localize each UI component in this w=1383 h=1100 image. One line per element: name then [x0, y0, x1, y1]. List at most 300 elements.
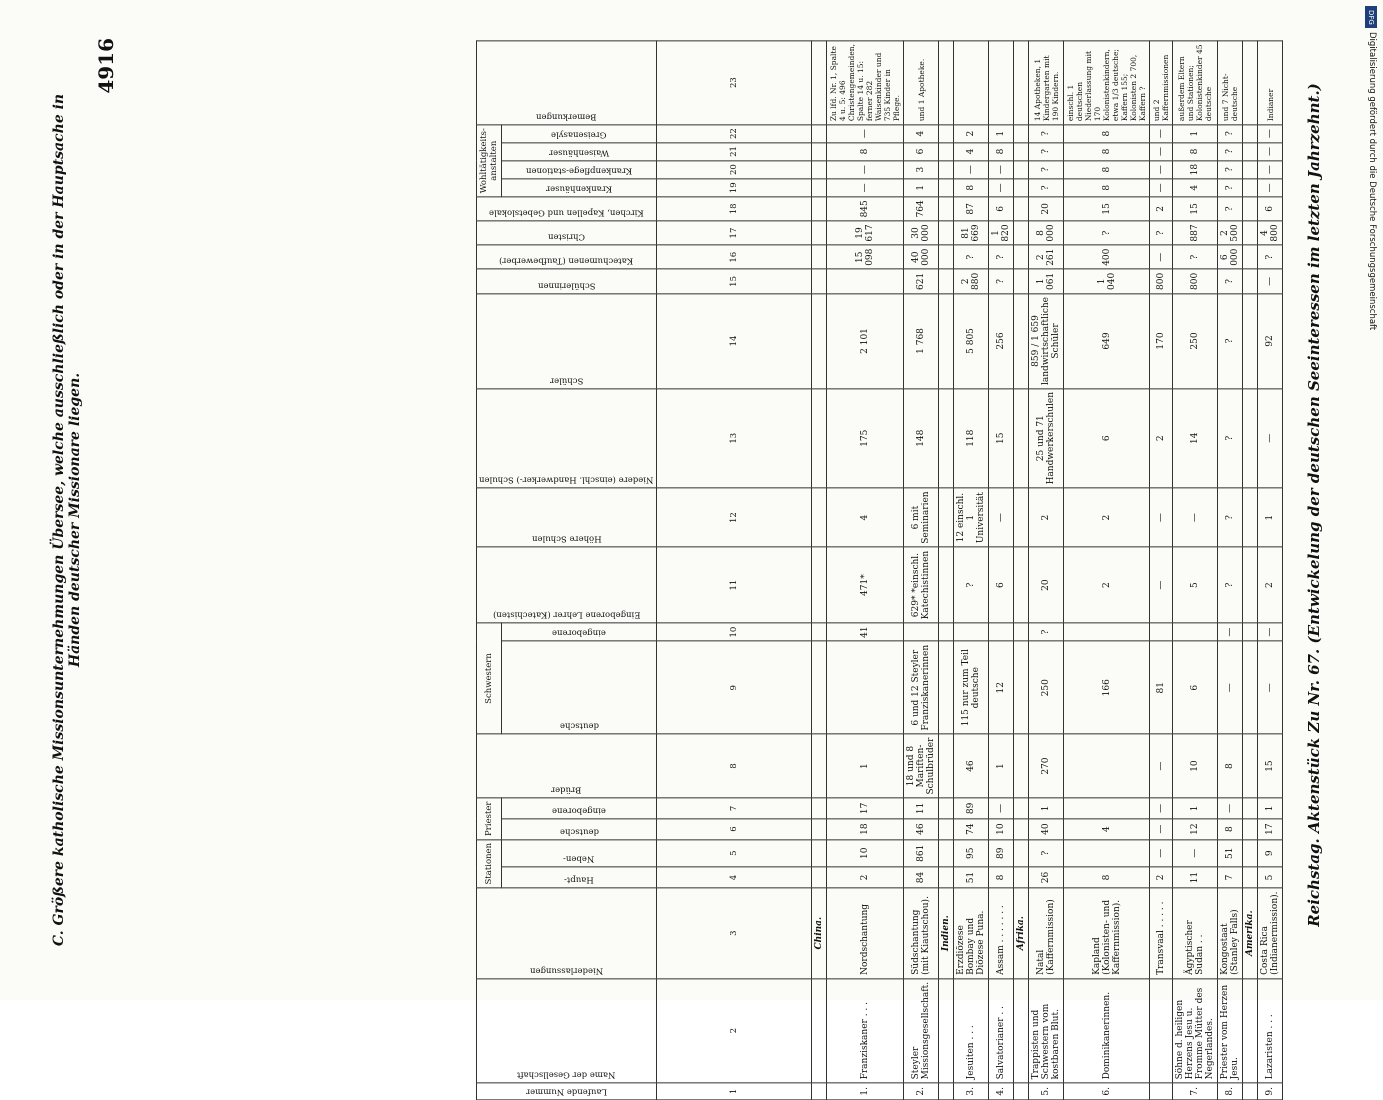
region-row [812, 41, 827, 1100]
table-cell-c11: ? [1218, 547, 1243, 623]
table-row [904, 41, 939, 1100]
table-cell-c19: — [989, 179, 1014, 197]
table-cell-c14: 859 / 1 659 landwirtschaftliche Schüler [1029, 293, 1064, 388]
table-cell-c7: 89 [954, 798, 989, 819]
table-cell-c19: ? [1029, 179, 1064, 197]
table-cell-c20: 18 [1173, 160, 1218, 178]
table-cell-c6: 8 [1218, 819, 1243, 840]
table-cell-c16: 6 000 [1218, 245, 1243, 269]
column-number: 15 [657, 269, 812, 293]
table-cell-c10: 41 [827, 623, 904, 641]
table-cell-c10 [904, 623, 939, 641]
table-cell-c5: — [1173, 839, 1218, 867]
table-cell-c13: 2 [1150, 388, 1173, 487]
table-row [1173, 41, 1218, 1100]
table-row [954, 41, 989, 1100]
table-cell-c6: 4 [1064, 819, 1150, 840]
col-header-priester-deutsche: deutsche [502, 819, 657, 840]
table-cell-c21: — [1258, 143, 1283, 161]
table-cell-c8: 1 [989, 734, 1014, 798]
table-cell-name: Lazaristen . . . [1258, 978, 1283, 1082]
table-cell-c11: — [1150, 547, 1173, 623]
table-cell-c15: 621 [904, 269, 939, 293]
column-number: 4 [657, 867, 812, 888]
column-number: 7 [657, 798, 812, 819]
table-cell-c17: 2 500 [1218, 221, 1243, 245]
table-cell-c18: ? [1218, 197, 1243, 221]
table-cell-c17: 887 [1173, 221, 1218, 245]
table-cell-c17: ? [1150, 221, 1173, 245]
table-cell-c21: ? [1218, 143, 1243, 161]
table-cell-c8: 18 und 8 Mariften-Schulbrüder [904, 734, 939, 798]
table-cell-c11: 629* *einschl. Katechistinnen [904, 547, 939, 623]
table-cell-n: 5. [1029, 1083, 1064, 1100]
table-cell-c6: — [1150, 819, 1173, 840]
table-cell-c11: ? [954, 547, 989, 623]
table-cell-c13: 25 und 71 Handwerkerschulen [1029, 388, 1064, 487]
table-cell-c12: 2 [1064, 488, 1150, 547]
col-header-brueder: Brüder [477, 734, 657, 798]
table-cell-n: 1. [827, 1083, 904, 1100]
region-row [1014, 41, 1029, 1100]
column-number: 21 [657, 143, 812, 161]
table-row [1218, 41, 1243, 1100]
col-group-wohltaetigkeit: Wohltätigkeits-anstalten [477, 125, 502, 197]
table-row [1029, 41, 1064, 1100]
table-cell-c9: 6 und 12 Steyler Franziskanerinnen [904, 641, 939, 734]
col-header-kirchen: Kirchen, Kapellen und Gebetslokale [477, 197, 657, 221]
table-cell-c10 [989, 623, 1014, 641]
column-number: 8 [657, 734, 812, 798]
table-cell-n: 9. [1258, 1083, 1283, 1100]
table-cell-c14: 250 [1173, 293, 1218, 388]
table-cell-c5: 861 [904, 839, 939, 867]
table-cell-c19: 8 [1064, 179, 1150, 197]
table-cell-c9 [827, 641, 904, 734]
table-cell-c13: 14 [1173, 388, 1218, 487]
table-cell-c4: 84 [904, 867, 939, 888]
table-cell-rem: und 7 Nicht-deutsche [1218, 41, 1243, 125]
table-cell-c4: 51 [954, 867, 989, 888]
table-cell-c15: ? [989, 269, 1014, 293]
table-cell-c18: 845 [827, 197, 904, 221]
col-header-bemerkungen: Bemerkungen [477, 41, 657, 125]
table-cell-c8: — [1150, 734, 1173, 798]
table-cell-c18: 87 [954, 197, 989, 221]
table-cell-c9: 81 [1150, 641, 1173, 734]
column-number: 13 [657, 388, 812, 487]
table-cell-c15: — [1258, 269, 1283, 293]
table-cell-c7: 1 [1258, 798, 1283, 819]
table-cell-rem: und 1 Apotheke. [904, 41, 939, 125]
table-cell-c19: ? [1218, 179, 1243, 197]
table-cell-c18: 764 [904, 197, 939, 221]
table-cell-c19: — [1150, 179, 1173, 197]
table-cell-c17: 81 669 [954, 221, 989, 245]
table-cell-c4: 26 [1029, 867, 1064, 888]
column-number: 19 [657, 179, 812, 197]
table-cell-c19: 4 [1173, 179, 1218, 197]
table-cell-c12: 12 einschl. 1 Universität [954, 488, 989, 547]
column-number: 12 [657, 488, 812, 547]
table-cell-c20: — [1150, 160, 1173, 178]
column-number: 9 [657, 641, 812, 734]
table-cell-c19: — [827, 179, 904, 197]
table-cell-c21: 4 [954, 143, 989, 161]
table-cell-c21: 8 [1173, 143, 1218, 161]
table-cell-c12: ? [1218, 488, 1243, 547]
region-label: China. [812, 888, 827, 978]
table-cell-c6: 18 [827, 819, 904, 840]
table-cell-c12: 2 [1029, 488, 1064, 547]
table-cell-c13: 118 [954, 388, 989, 487]
table-cell-c7 [1064, 798, 1150, 819]
table-cell-c14: 170 [1150, 293, 1173, 388]
table-cell-name [1150, 978, 1173, 1082]
table-cell-c6: 10 [989, 819, 1014, 840]
table-cell-c8: 15 [1258, 734, 1283, 798]
column-number: 3 [657, 888, 812, 978]
table-cell-c7: — [1150, 798, 1173, 819]
table-cell-c15: ? [1218, 269, 1243, 293]
table-cell-c8: 8 [1218, 734, 1243, 798]
table-cell-rem: Zu lfd. Nr. 1, Spalte 4 u. 5: 496 Christengemeinden, Spalte 14 u. 15: ferner 282 Waisenkinder und 735 Kinder in Pflege. [827, 41, 904, 125]
table-cell-c5: ? [1029, 839, 1064, 867]
column-number: 22 [657, 125, 812, 143]
table-cell-c11: 2 [1064, 547, 1150, 623]
table-cell-place: Kapland (Kolonisten- und Kaffernmission). [1064, 888, 1150, 978]
column-number: 14 [657, 293, 812, 388]
table-cell-c18: 6 [989, 197, 1014, 221]
table-cell-c11: 471* [827, 547, 904, 623]
table-cell-c9: 115 nur zum Teil deutsche [954, 641, 989, 734]
col-header-haupt: Haupt- [502, 867, 657, 888]
table-cell-place: Ägyptischer Sudan . . [1173, 888, 1218, 978]
table-cell-c11: 20 [1029, 547, 1064, 623]
table-cell-c10 [1150, 623, 1173, 641]
section-title: C. Größere katholische Missionsunternehmungen Übersee, welche ausschließlich oder in der Hauptsache in Händen deutscher Missionare liegen. [51, 93, 83, 947]
table-cell-c13: 15 [989, 388, 1014, 487]
table-cell-place: Nordschantung [827, 888, 904, 978]
table-row [989, 41, 1014, 1100]
table-cell-c4: 8 [989, 867, 1014, 888]
table-cell-c5: 9 [1258, 839, 1283, 867]
table-cell-c4: 2 [827, 867, 904, 888]
table-cell-c21: ? [1029, 143, 1064, 161]
table-cell-rem [954, 41, 989, 125]
mission-table [476, 40, 1283, 1100]
table-cell-c16: 2 261 [1029, 245, 1064, 269]
table-cell-c4: 5 [1258, 867, 1283, 888]
table-body [812, 41, 1283, 1100]
table-cell-rem: und 2 Kaffernmissionen [1150, 41, 1173, 125]
table-cell-c20: ? [1029, 160, 1064, 178]
table-cell-c16: ? [954, 245, 989, 269]
table-cell-c22: — [1150, 125, 1173, 143]
table-cell-c6: 17 [1258, 819, 1283, 840]
table-cell-n: 8. [1218, 1083, 1243, 1100]
table-cell-c20: — [989, 160, 1014, 178]
table-cell-c11: 6 [989, 547, 1014, 623]
col-header-krankenhaeuser: Krankenhäuser [502, 179, 657, 197]
table-cell-c17: 30 000 [904, 221, 939, 245]
column-number: 1 [657, 1083, 812, 1100]
table-cell-c10: ? [1029, 623, 1064, 641]
table-cell-place: Natal (Kaffernmission) [1029, 888, 1064, 978]
table-cell-place: Costa Rica (Indianermission). [1258, 888, 1283, 978]
table-cell-c16: 40 000 [904, 245, 939, 269]
table-cell-c7: 1 [1173, 798, 1218, 819]
column-number: 23 [657, 41, 812, 125]
table-cell-c22: — [1258, 125, 1283, 143]
table-cell-c5: 89 [989, 839, 1014, 867]
table-cell-n: 4. [989, 1083, 1014, 1100]
table-cell-place: Transvaal . . . . . [1150, 888, 1173, 978]
table-cell-c9: 250 [1029, 641, 1064, 734]
table-cell-c10: — [1258, 623, 1283, 641]
table-cell-c6: 40 [1029, 819, 1064, 840]
table-cell-place: Südschantung (mit Kiautschou). [904, 888, 939, 978]
dfg-credit-strip [1365, 6, 1377, 996]
col-header-krankenpflege: Krankenpflege-stationen [502, 160, 657, 178]
table-cell-c7: — [989, 798, 1014, 819]
region-label: Amerika. [1243, 888, 1258, 978]
col-header-niederlassungen: Niederlassungen [477, 888, 657, 978]
column-number: 6 [657, 819, 812, 840]
table-cell-c18: 20 [1029, 197, 1064, 221]
table-cell-c9: — [1218, 641, 1243, 734]
table-cell-name: Priester vom Herzen Jesu. [1218, 978, 1243, 1082]
table-cell-c6: 74 [954, 819, 989, 840]
table-cell-c22: — [827, 125, 904, 143]
table-cell-c9: 6 [1173, 641, 1218, 734]
table-cell-name: Jesuiten . . . [954, 978, 989, 1082]
table-row [1150, 41, 1173, 1100]
table-cell-c21: 8 [989, 143, 1014, 161]
table-cell-c15: 800 [1173, 269, 1218, 293]
table-cell-c6: 12 [1173, 819, 1218, 840]
table-row [827, 41, 904, 1100]
table-cell-rem: außerdem Eltern und Stationen; Kolonistenkinder 45 deutsche [1173, 41, 1218, 125]
col-header-greisenasyle: Greisenasyle [502, 125, 657, 143]
column-number: 18 [657, 197, 812, 221]
col-group-priester: Priester [477, 798, 502, 839]
table-cell-c18: 15 [1064, 197, 1150, 221]
table-cell-c15: 800 [1150, 269, 1173, 293]
table-cell-c12: — [1150, 488, 1173, 547]
col-header-neben: Neben- [502, 839, 657, 867]
dfg-logo-icon: DFG [1365, 6, 1377, 28]
table-cell-c9: 166 [1064, 641, 1150, 734]
column-number: 16 [657, 245, 812, 269]
table-cell-c22: ? [1218, 125, 1243, 143]
table-cell-c19: 1 [904, 179, 939, 197]
table-cell-name: Söhne d. heiligen Herzens Jesu u. Fromme Mütter des Negerlandes. [1173, 978, 1218, 1082]
column-number: 2 [657, 978, 812, 1082]
page-number: 4916 [94, 38, 118, 94]
table-cell-c12: 1 [1258, 488, 1283, 547]
table-cell-c15: 1 061 [1029, 269, 1064, 293]
table-cell-c22: ? [1029, 125, 1064, 143]
table-cell-c13: 148 [904, 388, 939, 487]
table-cell-c13: 6 [1064, 388, 1150, 487]
table-cell-c20: 8 [1064, 160, 1150, 178]
table-cell-c21: 8 [827, 143, 904, 161]
table-cell-rem: 14 Apotheken, 1 Kindergarten mit 190 Kindern. [1029, 41, 1064, 125]
table-cell-c4: 2 [1150, 867, 1173, 888]
table-cell-c21: 8 [1064, 143, 1150, 161]
table-cell-n [1150, 1083, 1173, 1100]
col-group-schwestern: Schwestern [477, 623, 502, 734]
column-number: 17 [657, 221, 812, 245]
table-cell-c4: 8 [1064, 867, 1150, 888]
table-cell-c7: 1 [1029, 798, 1064, 819]
column-number: 5 [657, 839, 812, 867]
table-cell-c17: ? [1064, 221, 1150, 245]
col-header-waisenhaeuser: Waisenhäuser [502, 143, 657, 161]
table-cell-c14: ? [1218, 293, 1243, 388]
table-cell-place: Erzdiözese Bombay und Diözese Puna. [954, 888, 989, 978]
region-label: Afrika. [1014, 888, 1029, 978]
table-cell-c12: — [1173, 488, 1218, 547]
table-cell-c5 [1064, 839, 1150, 867]
table-cell-c17: 19 617 [827, 221, 904, 245]
table-cell-c22: 4 [904, 125, 939, 143]
col-header-schuelerinnen: Schülerinnen [477, 269, 657, 293]
table-cell-c22: 2 [954, 125, 989, 143]
running-head: Reichstag. Aktenstück Zu Nr. 67. (Entwickelung der deutschen Seeinteressen im letzten Jahrzehnt.) [1305, 83, 1323, 927]
table-cell-c15 [827, 269, 904, 293]
table-cell-name: Salvatorianer . . [989, 978, 1014, 1082]
table-cell-c22: 8 [1064, 125, 1150, 143]
table-cell-c12: 6 mit Seminarien [904, 488, 939, 547]
table-cell-c7: 11 [904, 798, 939, 819]
table-row [1064, 41, 1150, 1100]
table-cell-c4: 7 [1218, 867, 1243, 888]
table-cell-c20: — [954, 160, 989, 178]
column-number: 10 [657, 623, 812, 641]
table-cell-c5: 10 [827, 839, 904, 867]
table-cell-c14: 5 805 [954, 293, 989, 388]
table-cell-c12: — [989, 488, 1014, 547]
dfg-credit-text: Digitalisierung gefördert durch die Deutsche Forschungsgemeinschaft [1367, 32, 1377, 331]
table-cell-rem: einschl. 1 deutschen Niederlassung mit 170 Kolonistenkindern, etwa 1/3 deutsche; Kaffern 155; Kolonisten 2 700, Kaffern ? [1064, 41, 1150, 125]
table-cell-rem [989, 41, 1014, 125]
table-cell-c8: 10 [1173, 734, 1218, 798]
col-header-niedere-schulen: Niedere (einschl. Handwerker-) Schulen [477, 388, 657, 487]
table-cell-c14: 649 [1064, 293, 1150, 388]
table-cell-c15: 1 040 [1064, 269, 1150, 293]
table-cell-c9: 12 [989, 641, 1014, 734]
table-cell-c9: — [1258, 641, 1283, 734]
table-cell-c11: 2 [1258, 547, 1283, 623]
column-number: 20 [657, 160, 812, 178]
table-cell-c8: 270 [1029, 734, 1064, 798]
column-number-row [657, 41, 812, 1100]
table-cell-c10 [954, 623, 989, 641]
table-cell-c14: 1 768 [904, 293, 939, 388]
col-header-hoehere-schulen: Höhere Schulen [477, 488, 657, 547]
col-header-lehrer: Eingeborene Lehrer (Katechisten) [477, 547, 657, 623]
table-cell-c20: 3 [904, 160, 939, 178]
col-header-schueler: Schüler [477, 293, 657, 388]
table-cell-c19: — [1258, 179, 1283, 197]
col-header-laufende-nummer: Laufende Nummer [477, 1083, 657, 1100]
table-cell-c16: — [1150, 245, 1173, 269]
table-cell-c16: ? [1258, 245, 1283, 269]
region-row [939, 41, 954, 1100]
table-cell-c4: 11 [1173, 867, 1218, 888]
table-cell-c14: 256 [989, 293, 1014, 388]
table-cell-c16: ? [989, 245, 1014, 269]
table-cell-place: Assam . . . . . . . [989, 888, 1014, 978]
table-cell-c20: — [827, 160, 904, 178]
col-header-schwestern-deutsche: deutsche [502, 641, 657, 734]
table-row [1258, 41, 1283, 1100]
table-cell-n: 7. [1173, 1083, 1218, 1100]
table-cell-c6: 46 [904, 819, 939, 840]
table-cell-c20: — [1258, 160, 1283, 178]
table-cell-c5: 51 [1218, 839, 1243, 867]
table-cell-c16: 400 [1064, 245, 1150, 269]
table-cell-c13: ? [1218, 388, 1243, 487]
table-cell-c17: 8 000 [1029, 221, 1064, 245]
table-cell-n: 6. [1064, 1083, 1150, 1100]
col-group-stationen: Stationen [477, 839, 502, 888]
table-cell-c11: 5 [1173, 547, 1218, 623]
table-cell-rem: Indianer [1258, 41, 1283, 125]
table-cell-n: 3. [954, 1083, 989, 1100]
table-cell-c17: 1 820 [989, 221, 1014, 245]
table-cell-c19: 8 [954, 179, 989, 197]
col-header-schwestern-eingeborene: eingeborene [502, 623, 657, 641]
region-row [1243, 41, 1258, 1100]
column-number: 11 [657, 547, 812, 623]
table-cell-c8: 1 [827, 734, 904, 798]
table-cell-c13: — [1258, 388, 1283, 487]
table-cell-name: Franziskaner . . . [827, 978, 904, 1082]
table-cell-c16: 15 098 [827, 245, 904, 269]
table-cell-name: Trappisten und Schwestern vom kostbaren Blut. [1029, 978, 1064, 1082]
table-cell-name: Dominikanerinnen. [1064, 978, 1150, 1082]
col-header-christen: Christen [477, 221, 657, 245]
table-cell-c8: 46 [954, 734, 989, 798]
table-cell-c14: 2 101 [827, 293, 904, 388]
table-cell-c22: 1 [1173, 125, 1218, 143]
col-header-gesellschaft: Name der Gesellschaft [477, 978, 657, 1082]
table-cell-c10 [1173, 623, 1218, 641]
table-cell-c10: — [1218, 623, 1243, 641]
table-cell-c12: 4 [827, 488, 904, 547]
table-cell-c18: 15 [1173, 197, 1218, 221]
table-cell-c18: 6 [1258, 197, 1283, 221]
table-cell-c17: 4 800 [1258, 221, 1283, 245]
table-cell-c22: 1 [989, 125, 1014, 143]
table-cell-c10 [1064, 623, 1150, 641]
table-cell-c5: 95 [954, 839, 989, 867]
table-cell-c21: 6 [904, 143, 939, 161]
col-header-katechumenen: Katechumenen (Taufbewerber) [477, 245, 657, 269]
col-header-priester-eingeborene: eingeborene [502, 798, 657, 819]
table-cell-name: Steyler Missionsgesellschaft. [904, 978, 939, 1082]
table-cell-place: Kongostaat (Stanley Falls) [1218, 888, 1243, 978]
table-cell-n: 2. [904, 1083, 939, 1100]
table-cell-c15: 2 880 [954, 269, 989, 293]
table-cell-c21: — [1150, 143, 1173, 161]
table-cell-c16: ? [1173, 245, 1218, 269]
table-cell-c8 [1064, 734, 1150, 798]
table-cell-c14: 92 [1258, 293, 1283, 388]
